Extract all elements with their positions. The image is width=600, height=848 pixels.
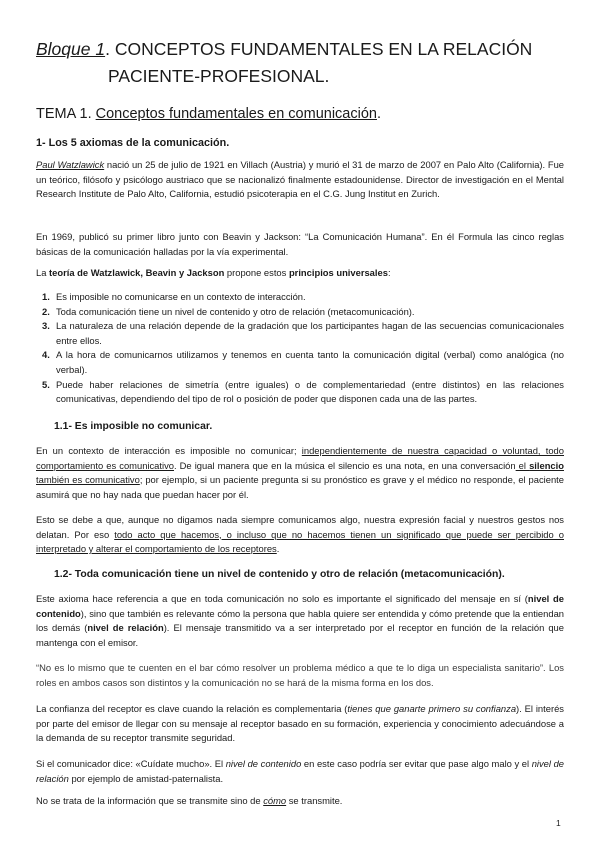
list-number: 3.	[42, 320, 50, 332]
bold-underlined-span: silencio	[529, 459, 564, 471]
bold-span: nivel de contenido	[36, 593, 564, 619]
topic-title	[36, 106, 564, 122]
subsection-heading-1-2: 1.2- Toda comunicación tiene un nivel de contenido y otro de relación (metacomunicación).	[54, 569, 505, 580]
text-span: En un contexto de interacción es imposible no comunicar;	[36, 445, 302, 456]
text-span: La confianza del receptor es clave cuando la relación es complementaria (	[36, 703, 348, 714]
bold-span: principios universales	[288, 267, 388, 278]
text-span: La	[36, 267, 50, 278]
list-number: 2.	[42, 305, 50, 317]
quote-paragraph: “No es lo mismo que te cuenten en el bar cómo resolver un problema médico a que te lo diga un especialista sanitario”. Los roles en ambos casos son distintos y la comunicación no se hará de la misma forma en los dos.	[36, 662, 564, 688]
paragraph-cuidate	[36, 757, 564, 786]
list-item	[36, 378, 564, 407]
block-title	[36, 36, 564, 90]
paragraph-theory	[36, 266, 564, 281]
block-title-line2: PACIENTE-PROFESIONAL.	[108, 66, 330, 86]
text-span: ). El mensaje transmitido va a ser interpretado por el receptor en función de la relación que mantenga con el emisor.	[36, 622, 564, 648]
text-span: ), sino que también es relevante cómo la persona que habla quiere ser entendida y cómo pretende que la entiendan los demás (	[36, 607, 564, 634]
underlined-span: también es comunicativo	[36, 474, 140, 486]
underlined-span: el	[515, 459, 530, 471]
paragraph-axioma	[36, 592, 564, 650]
topic-suffix: .	[376, 106, 381, 122]
paragraph-text: nació un 25 de julio de 1921 en Villach (Austria) y murió el 31 de marzo de 2007 en Palo Alto (California). Fue un teórico, filósofo y psicólogo austriaco que se nacionalizó finalmente estadounidense. Director de investigación en el Mental Research Institute de Palo Alto, California, estudió psicoterapia en el C.G. Jung Institut en Zurich.	[36, 159, 564, 200]
italic-span: nivel de relación	[36, 758, 565, 784]
text-span: ; por ejemplo, si un paciente pregunta si su pronóstico es grave y el médico no responde, el paciente asumirá que no hay nada que puedan hacer por él.	[36, 474, 564, 500]
topic-name: Conceptos fundamentales en comunicación	[95, 106, 377, 122]
bold-span: teoría de Watzlawick, Beavin y Jackson	[49, 267, 225, 278]
italic-underlined-span: cómo	[263, 795, 287, 806]
paragraph-confianza	[36, 702, 564, 746]
list-number: 5.	[42, 378, 50, 390]
subsection-heading-1-1: 1.1- Es imposible no comunicar.	[54, 421, 213, 432]
block-label: Bloque 1	[36, 39, 106, 59]
text-span: ). El interés por parte del emisor de llegar con su mensaje al receptor basado en su formación, experiencia y conocimiento adecuándose a la demanda de su receptor transmite seguridad.	[36, 703, 564, 744]
text-span: .	[276, 543, 280, 555]
text-span: :	[387, 267, 391, 278]
axioms-list	[36, 290, 564, 407]
list-text: Puede haber relaciones de simetría (entre iguales) o de complementariedad (entre distintos) en las relaciones comunicativas, dependiendo del tipo de rol o posición de poder que disponen cada una de las partes.	[56, 378, 564, 405]
list-text: Es imposible no comunicarse en un contexto de interacción.	[56, 291, 306, 302]
page-number: 1	[556, 818, 561, 828]
italic-span: nivel de contenido	[225, 758, 302, 769]
author-name: Paul Watzlawick	[36, 159, 105, 170]
text-span: propone estos	[224, 267, 289, 278]
text-span: Si el comunicador dice: «Cuídate mucho». El	[36, 758, 226, 769]
list-number: 4.	[42, 349, 50, 361]
list-item	[36, 290, 564, 305]
text-span: . De igual manera que en la música el silencio es una nota, en una conversación	[173, 459, 516, 471]
paragraph-watzlawick	[36, 158, 564, 202]
text-span: Este axioma hace referencia a que en toda comunicación no solo es importante el significado del mensaje en sí (	[36, 593, 528, 604]
list-text: Toda comunicación tiene un nivel de contenido y otro de relación (metacomunicación).	[56, 305, 415, 317]
underlined-span: todo acto que hacemos, o incluso que no hacemos tienen un significado que puede ser percibido o interpretado y alterar el comportamiento de los receptores	[36, 528, 564, 555]
text-span: en este caso podría ser evitar que pase algo malo y el	[301, 758, 532, 769]
text-span: Esto se debe a que, aunque no digamos nada siempre comunicamos algo, nuestra expresión facial y nuestros gestos nos delatan. Por eso	[36, 514, 564, 540]
paragraph-no-comunicar	[36, 444, 564, 502]
section-heading: 1- Los 5 axiomas de la comunicación.	[36, 137, 230, 149]
paragraph-expresion	[36, 513, 564, 557]
text-span: se transmite.	[286, 795, 343, 806]
paragraph-como	[36, 794, 564, 809]
italic-span: tienes que ganarte primero su confianza	[347, 703, 517, 714]
underlined-span: independientemente de nuestra capacidad o voluntad, todo comportamiento es comunicativo	[36, 445, 564, 471]
list-item	[36, 348, 564, 377]
block-title-line1: . CONCEPTOS FUNDAMENTALES EN LA RELACIÓN	[105, 39, 533, 59]
list-number: 1.	[42, 291, 50, 302]
text-span: No se trata de la información que se transmite sino de	[36, 795, 264, 806]
text-span: por ejemplo de amistad-paternalista.	[68, 772, 224, 784]
list-item	[36, 319, 564, 348]
list-text: A la hora de comunicarnos utilizamos y tenemos en cuenta tanto la comunicación digital (verbal) como analógica (no verbal).	[56, 349, 564, 375]
paragraph-1969: En 1969, publicó su primer libro junto con Beavin y Jackson: “La Comunicación Humana”. En él Formula las cinco reglas básicas de la comunicación halladas por la vía experimental.	[36, 231, 564, 257]
topic-prefix: TEMA 1.	[36, 106, 96, 122]
bold-span: nivel de relación	[87, 622, 164, 634]
list-text: La naturaleza de una relación depende de la gradación que los participantes hagan de las secuencias comunicacionales entre ellos.	[56, 320, 564, 346]
list-item	[36, 305, 564, 320]
